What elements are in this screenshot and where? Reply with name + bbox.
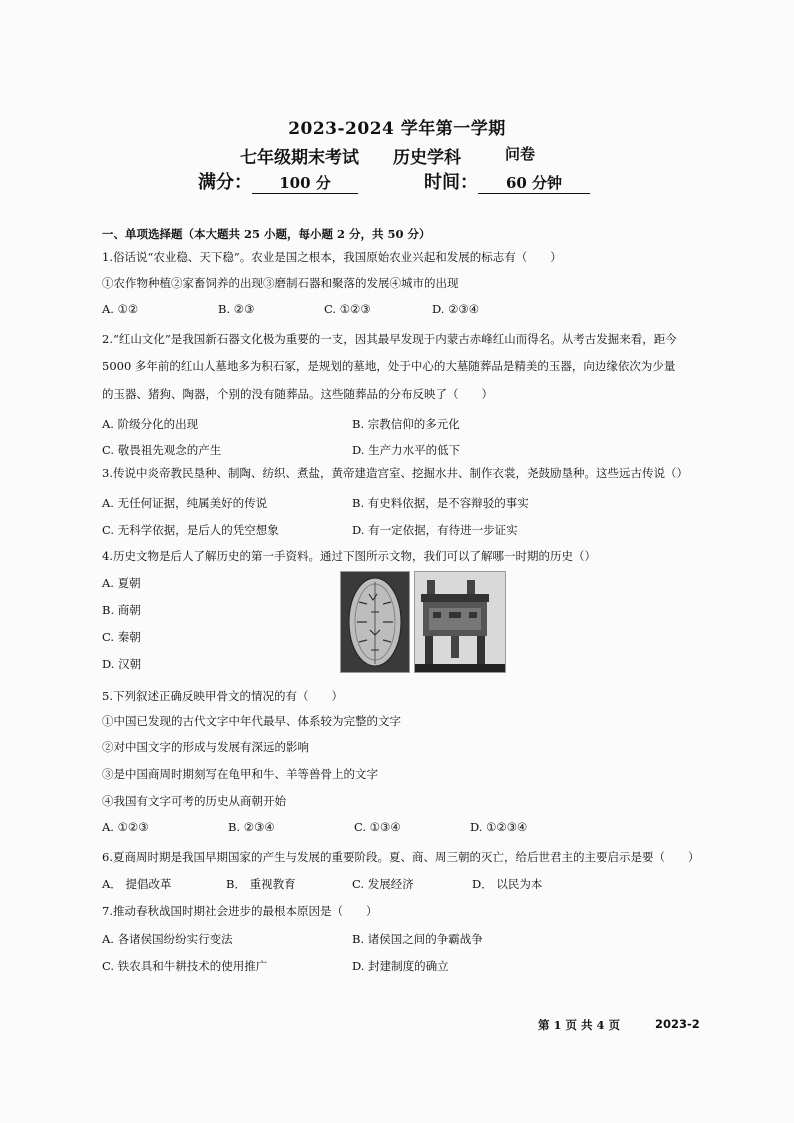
q4-option-b: B. 商朝 (102, 603, 141, 617)
full-score-label: 满分： (198, 172, 252, 193)
q7-stem: 7.推动春秋战国时期社会进步的最根本原因是（ ） (102, 904, 378, 918)
q5-option-d: D. ①②③④ (470, 820, 528, 834)
exam-time (424, 168, 590, 194)
q1-stem: 1.俗话说“农业稳、天下稳”。农业是国之根本，我国原始农业兴起和发展的标志有（ ） (102, 250, 562, 264)
q6-option-b: B． 重视教育 (226, 877, 296, 891)
q5-item-1: ①中国已发现的古代文字中年代最早、体系较为完整的文字 (102, 714, 401, 728)
q7-option-c: C. 铁农具和牛耕技术的使用推广 (102, 959, 268, 973)
exam-year-term: 2023-2024 学年第一学期 (288, 119, 506, 139)
bronze-ding-image (414, 571, 506, 673)
full-score (198, 168, 358, 194)
q3-stem: 3.传说中炎帝教民垦种、制陶、纺织、煮盐，黄帝建造宫室、挖掘水井、制作衣裳，尧鼓励垦种。这些远古传说（） (102, 466, 688, 480)
q5-item-3: ③是中国商周时期刻写在龟甲和牛、羊等兽骨上的文字 (102, 767, 378, 781)
q3-option-b: B. 有史料依据，是不容辩驳的事实 (352, 496, 529, 510)
q5-item-4: ④我国有文字可考的历史从商朝开始 (102, 794, 286, 808)
q4-option-d: D. 汉朝 (102, 657, 142, 671)
q2-option-d: D. 生产力水平的低下 (352, 443, 461, 457)
q7-option-b: B. 诸侯国之间的争霸战争 (352, 932, 483, 946)
q7-option-a: A. 各诸侯国纷纷实行变法 (102, 932, 233, 946)
q1-option-c: C. ①②③ (324, 302, 371, 316)
q6-stem: 6.夏商周时期是我国早期国家的产生与发展的重要阶段。夏、商、周三朝的灭亡，给后世君主的主要启示是要（ ） (102, 850, 700, 864)
q6-option-c: C. 发展经济 (352, 877, 414, 891)
full-score-value: 100 分 (252, 172, 358, 194)
q1-option-b: B. ②③ (218, 302, 255, 316)
q2-option-c: C. 敬畏祖先观念的产生 (102, 443, 222, 457)
exam-grade: 七年级期末考试 (240, 148, 359, 168)
footer-code: 2023-2 (655, 1017, 700, 1031)
q4-stem: 4.历史文物是后人了解历史的第一手资料。通过下图所示文物，我们可以了解哪一时期的历史（） (102, 549, 596, 563)
q2-option-a: A. 阶级分化的出现 (102, 417, 199, 431)
oracle-bone-image (340, 571, 410, 673)
q5-stem: 5.下列叙述正确反映甲骨文的情况的有（ ） (102, 689, 343, 703)
q1-items: ①农作物种植②家畜饲养的出现③磨制石器和聚落的发展④城市的出现 (102, 276, 459, 290)
q6-option-a: A． 提倡改革 (102, 877, 172, 891)
exam-title (240, 143, 569, 168)
section-title: 一、单项选择题（本大题共 25 小题，每小题 2 分，共 50 分） (102, 227, 431, 241)
q3-option-d: D. 有一定依据，有待进一步证实 (352, 523, 518, 537)
q5-item-2: ②对中国文字的形成与发展有深远的影响 (102, 740, 309, 754)
exam-paper-type: 问卷 (505, 145, 536, 163)
q2-stem-line2: 5000 多年前的红山人墓地多为积石冢，是规划的墓地，处于中心的大墓随葬品是精美的玉器，向边缘依次为少量 (102, 359, 676, 373)
exam-subject: 历史学科 (393, 148, 461, 168)
q4-option-c: C. 秦朝 (102, 630, 141, 644)
page-number: 第 1 页 共 4 页 (538, 1018, 621, 1032)
q1-option-a: A. ①② (102, 302, 139, 316)
q4-option-a: A. 夏朝 (102, 576, 141, 590)
q2-option-b: B. 宗教信仰的多元化 (352, 417, 460, 431)
q2-stem-line1: 2.“红山文化”是我国新石器文化极为重要的一支，因其最早发现于内蒙古赤峰红山而得名。从考古发掘来看，距今 (102, 332, 677, 346)
q6-option-d: D． 以民为本 (472, 877, 543, 891)
q1-option-d: D. ②③④ (432, 302, 480, 316)
exam-time-label: 时间： (424, 172, 478, 193)
q5-option-c: C. ①③④ (354, 820, 401, 834)
q5-option-a: A. ①②③ (102, 820, 149, 834)
q3-option-a: A. 无任何证据，纯属美好的传说 (102, 496, 268, 510)
q2-stem-line3: 的玉器、猪狗、陶器，个别的没有随葬品。这些随葬品的分布反映了（ ） (102, 387, 493, 401)
exam-time-value: 60 分钟 (478, 172, 590, 194)
q5-option-b: B. ②③④ (228, 820, 275, 834)
q7-option-d: D. 封建制度的确立 (352, 959, 449, 973)
q3-option-c: C. 无科学依据，是后人的凭空想象 (102, 523, 279, 537)
